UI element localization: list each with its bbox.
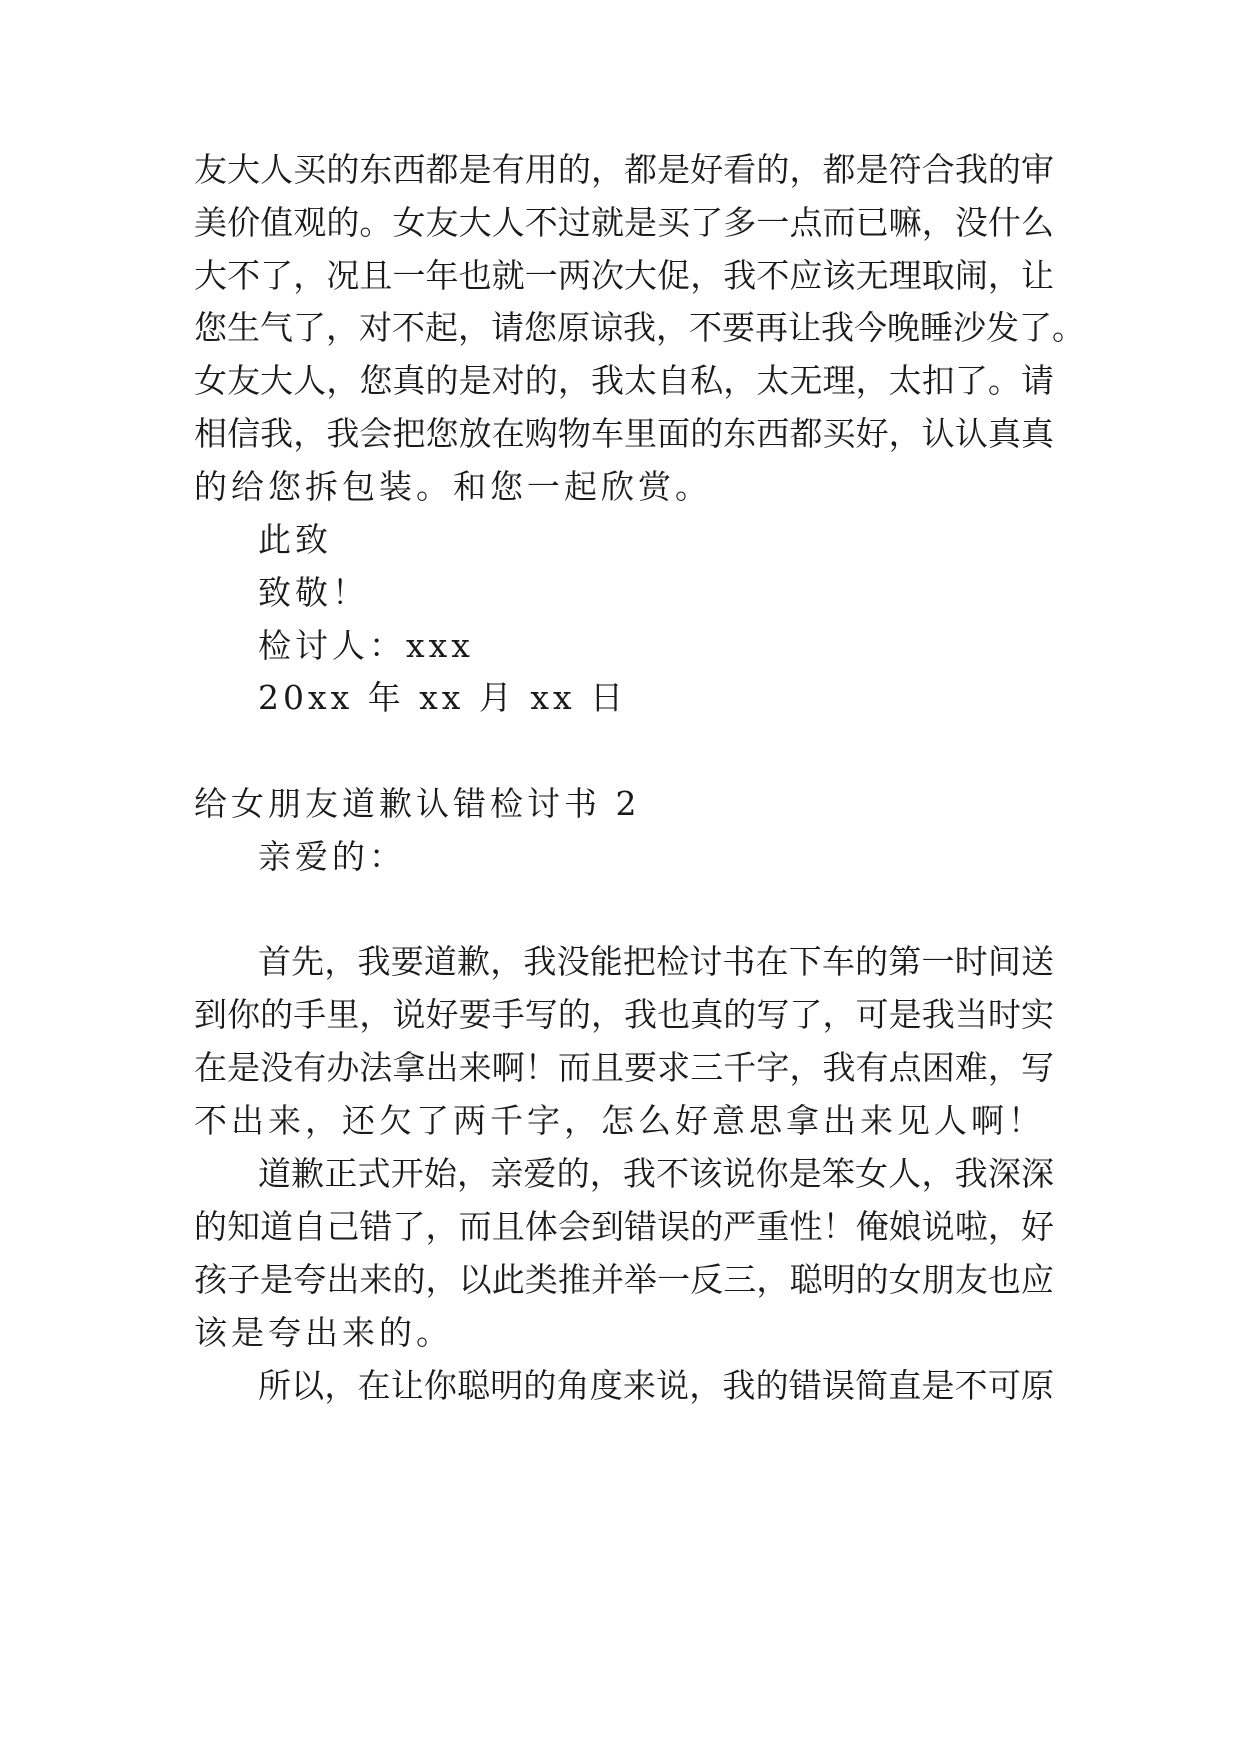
paragraph-line: 到你的手里，说好要手写的，我也真的写了，可是我当时实 bbox=[194, 995, 1054, 1034]
paragraph-line: 大不了，况且一年也就一两次大促，我不应该无理取闹，让 bbox=[194, 256, 1054, 295]
closing-salutation: 此致 bbox=[258, 520, 332, 559]
section-title: 给女朋友道歉认错检讨书 2 bbox=[194, 784, 641, 823]
paragraph-line: 道歉正式开始，亲爱的，我不该说你是笨女人，我深深 bbox=[258, 1154, 1054, 1193]
paragraph-line: 美价值观的。女友大人不过就是买了多一点而已嘛，没什么 bbox=[194, 203, 1054, 242]
paragraph-line: 女友大人，您真的是对的，我太自私，太无理，太扣了。请 bbox=[194, 361, 1054, 400]
paragraph-line: 不出来，还欠了两千字，怎么好意思拿出来见人啊！ bbox=[194, 1101, 1045, 1140]
paragraph-line: 所以，在让你聪明的角度来说，我的错误简直是不可原 bbox=[258, 1366, 1054, 1405]
paragraph-line: 的知道自己错了，而且体会到错误的严重性！俺娘说啦，好 bbox=[194, 1207, 1054, 1246]
paragraph-line: 该是夸出来的。 bbox=[194, 1313, 453, 1352]
paragraph-line: 友大人买的东西都是有用的，都是好看的，都是符合我的审 bbox=[194, 150, 1054, 189]
closing-date: 20xx 年 xx 月 xx 日 bbox=[258, 678, 628, 717]
letter-greeting: 亲爱的： bbox=[258, 837, 406, 876]
paragraph-line: 孩子是夸出来的，以此类推并举一反三，聪明的女朋友也应 bbox=[194, 1260, 1054, 1299]
paragraph-line: 首先，我要道歉，我没能把检讨书在下车的第一时间送 bbox=[258, 942, 1054, 981]
paragraph-line: 相信我，我会把您放在购物车里面的东西都买好，认认真真 bbox=[194, 414, 1054, 453]
closing-regards: 致敬！ bbox=[258, 573, 369, 612]
paragraph-line: 的给您拆包装。和您一起欣赏。 bbox=[194, 467, 712, 506]
paragraph-line: 您生气了，对不起，请您原谅我，不要再让我今晚睡沙发了。 bbox=[194, 308, 1085, 347]
closing-signer: 检讨人：xxx bbox=[258, 626, 474, 665]
paragraph-line: 在是没有办法拿出来啊！而且要求三千字，我有点困难，写 bbox=[194, 1048, 1054, 1087]
